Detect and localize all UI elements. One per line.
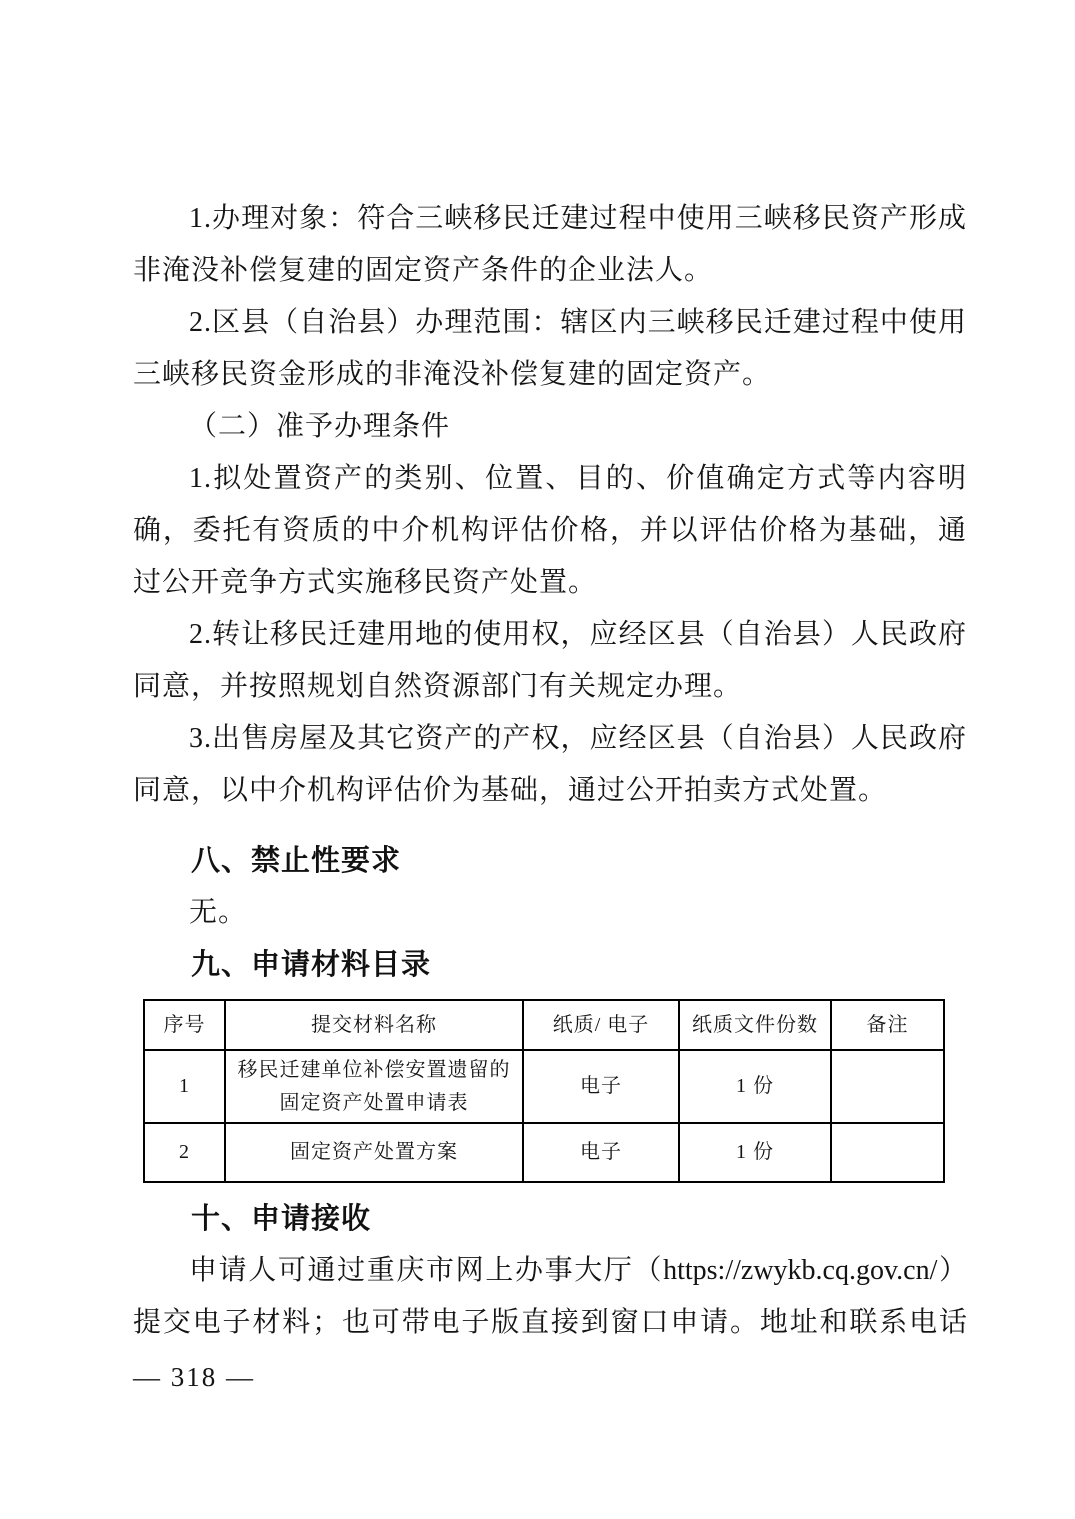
section-heading-prohibitions: 八、禁止性要求 [191, 845, 402, 877]
section-heading-application-reception: 十、申请接收 [191, 1203, 372, 1235]
cell-remark [831, 1123, 944, 1182]
page-number: — 318 — [133, 1362, 255, 1392]
column-header-paper-copies: 纸质文件份数 [679, 1000, 831, 1050]
column-header-index: 序号 [144, 1000, 225, 1050]
table-row [144, 1123, 944, 1182]
paragraph-none: 无。 [189, 897, 248, 928]
column-header-material-name: 提交材料名称 [225, 1000, 523, 1050]
application-materials-table [143, 999, 945, 1183]
paragraph-condition-2: 2.转让移民迁建用地的使用权，应经区县（自治县）人民政府同意，并按照规划自然资源部门有关规定办理。 [133, 619, 967, 702]
paragraph-condition-1: 1.拟处置资产的类别、位置、目的、价值确定方式等内容明确，委托有资质的中介机构评估价格，并以评估价格为基础，通过公开竞争方式实施移民资产处置。 [133, 463, 967, 598]
column-header-medium: 纸质/ 电子 [523, 1000, 679, 1050]
cell-paper-copies: 1 份 [679, 1123, 831, 1182]
paragraph-handling-target: 1.办理对象：符合三峡移民迁建过程中使用三峡移民资产形成非淹没补偿复建的固定资产条件的企业法人。 [133, 203, 967, 286]
section-heading-material-list: 九、申请材料目录 [191, 949, 432, 981]
column-header-remark: 备注 [831, 1000, 944, 1050]
cell-material-name: 移民迁建单位补偿安置遗留的固定资产处置申请表 [225, 1050, 523, 1123]
paragraph-approval-conditions-title: （二）准予办理条件 [189, 411, 451, 442]
cell-remark [831, 1050, 944, 1123]
table-header-row [144, 1000, 944, 1050]
cell-material-name: 固定资产处置方案 [225, 1123, 523, 1182]
cell-medium: 电子 [523, 1123, 679, 1182]
table-row [144, 1050, 944, 1123]
cell-medium: 电子 [523, 1050, 679, 1123]
paragraph-county-scope: 2.区县（自治县）办理范围：辖区内三峡移民迁建过程中使用三峡移民资金形成的非淹没补偿复建的固定资产。 [133, 307, 967, 390]
paragraph-application-reception: 申请人可通过重庆市网上办事大厅（https://zwykb.cq.gov.cn/）提交电子材料；也可带电子版直接到窗口申请。地址和联系电话 [133, 1255, 967, 1338]
paragraph-condition-3: 3.出售房屋及其它资产的产权，应经区县（自治县）人民政府同意，以中介机构评估价为基础，通过公开拍卖方式处置。 [133, 723, 967, 806]
cell-paper-copies: 1 份 [679, 1050, 831, 1123]
cell-index: 1 [144, 1050, 225, 1123]
cell-index: 2 [144, 1123, 225, 1182]
